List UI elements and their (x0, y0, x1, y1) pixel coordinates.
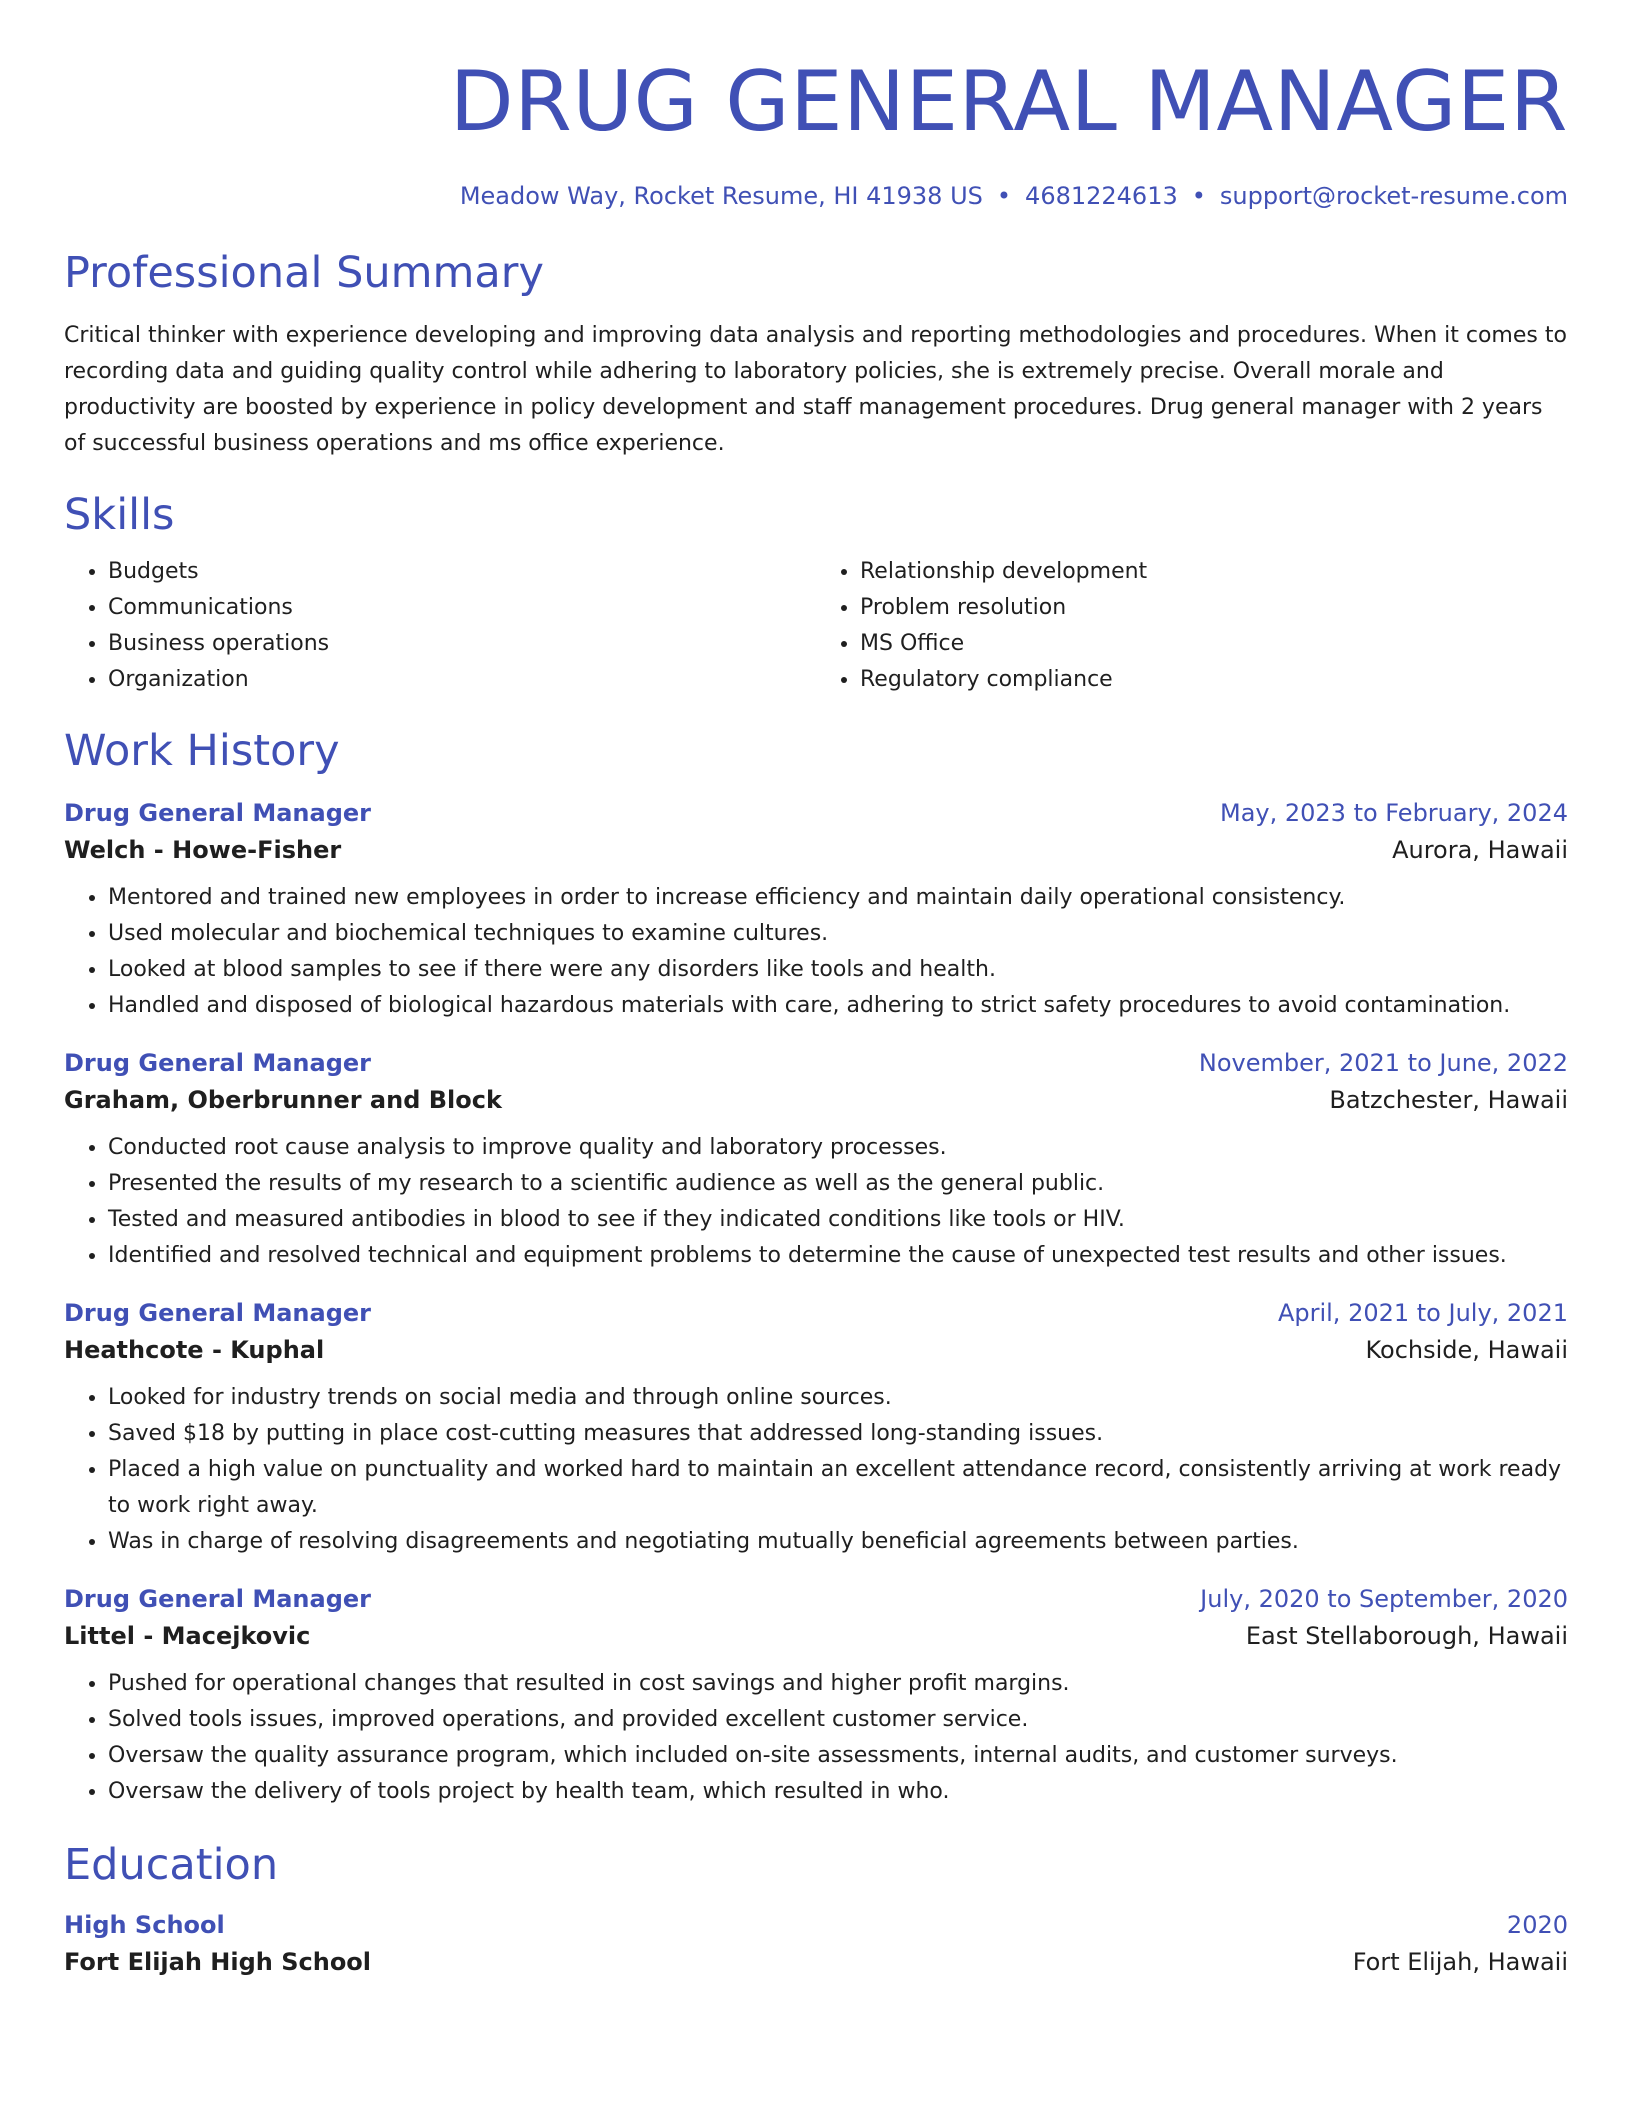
skills-grid (64, 554, 1568, 698)
job-bullet: • Used molecular and biochemical techniques to examine cultures. (108, 916, 1568, 952)
education-year: 2020 (1506, 1911, 1568, 1939)
job-bullet: • Solved tools issues, improved operations, and provided excellent customer service. (108, 1702, 1568, 1738)
skill-item: • Regulatory compliance (860, 662, 1568, 698)
job-bullets (64, 1666, 1568, 1810)
job-dates: November, 2021 to June, 2022 (1198, 1049, 1568, 1077)
job-bullet: • Presented the results of my research to a scientific audience as well as the general public. (108, 1166, 1568, 1202)
candidate-name: DRUG GENERAL MANAGER (449, 53, 1568, 150)
education-entry (64, 1908, 1568, 1982)
skill-item: • Organization (108, 662, 816, 698)
skill-item: • MS Office (860, 626, 1568, 662)
job-dates: May, 2023 to February, 2024 (1220, 799, 1568, 827)
job-entry (64, 1582, 1568, 1810)
job-bullet: • Looked at blood samples to see if there were any disorders like tools and health. (108, 952, 1568, 988)
skill-item: • Problem resolution (860, 590, 1568, 626)
job-location: Aurora, Hawaii (1392, 836, 1568, 864)
job-bullet: • Looked for industry trends on social media and through online sources. (108, 1380, 1568, 1416)
job-bullet: • Saved $18 by putting in place cost-cutting measures that addressed long-standing issues. (108, 1416, 1568, 1452)
education-school: Fort Elijah High School (64, 1948, 372, 1976)
section-title-summary: Professional Summary (64, 248, 544, 298)
skill-item: • Business operations (108, 626, 816, 662)
job-dates: July, 2020 to September, 2020 (1200, 1585, 1568, 1613)
work-history-section (64, 724, 1568, 1810)
skills-column-left (64, 554, 816, 698)
section-title-skills: Skills (64, 490, 175, 540)
job-company: Graham, Oberbrunner and Block (64, 1086, 502, 1114)
education-location: Fort Elijah, Hawaii (1352, 1948, 1568, 1976)
summary-text: Critical thinker with experience developing and improving data analysis and reporting methodologies and procedures. When it comes to recording data and guiding quality control while adhering to laboratory policies, she is extremely precise. Overall morale and productivity are boosted by experience in policy development and staff management procedures. Drug general manager with 2 years of successful business operations and ms office experience. (64, 323, 1567, 456)
job-bullet: • Conducted root cause analysis to improve quality and laboratory processes. (108, 1130, 1568, 1166)
job-bullets (64, 1130, 1568, 1274)
job-company: Littel - Macejkovic (64, 1622, 311, 1650)
professional-summary-section (64, 246, 1568, 462)
job-bullet: • Placed a high value on punctuality and worked hard to maintain an excellent attendance record, consistently arriving at work ready to work right away. (108, 1452, 1568, 1524)
job-bullet: • Identified and resolved technical and equipment problems to determine the cause of unexpected test results and other issues. (108, 1238, 1568, 1274)
job-location: Kochside, Hawaii (1365, 1336, 1568, 1364)
education-school-row (64, 1942, 1568, 1982)
contact-email[interactable]: support@rocket-resume.com (1219, 182, 1568, 210)
skills-section (64, 488, 1568, 698)
job-header-row (64, 1046, 1568, 1080)
job-company: Heathcote - Kuphal (64, 1336, 325, 1364)
job-bullet: • Tested and measured antibodies in blood to see if they indicated conditions like tools or HIV. (108, 1202, 1568, 1238)
job-location: Batzchester, Hawaii (1329, 1086, 1568, 1114)
job-bullet: • Oversaw the quality assurance program, which included on-site assessments, internal audits, and customer surveys. (108, 1738, 1568, 1774)
education-section (64, 1838, 1568, 1982)
job-bullet: • Oversaw the delivery of tools project by health team, which resulted in who. (108, 1774, 1568, 1810)
job-bullet: • Mentored and trained new employees in order to increase efficiency and maintain daily operational consistency. (108, 880, 1568, 916)
job-company: Welch - Howe-Fisher (64, 836, 342, 864)
job-company-row (64, 1330, 1568, 1370)
contact-address: Meadow Way, Rocket Resume, HI 41938 US (459, 182, 983, 210)
job-title: Drug General Manager (64, 1299, 371, 1327)
skills-column-right (816, 554, 1568, 698)
job-entry (64, 1296, 1568, 1560)
skill-item: • Communications (108, 590, 816, 626)
job-company-row (64, 1616, 1568, 1656)
job-company-row (64, 1080, 1568, 1120)
job-bullets (64, 880, 1568, 1024)
job-bullet: • Pushed for operational changes that resulted in cost savings and higher profit margins. (108, 1666, 1568, 1702)
job-header-row (64, 796, 1568, 830)
contact-phone: 4681224613 (1025, 182, 1178, 210)
job-bullet: • Was in charge of resolving disagreements and negotiating mutually beneficial agreements between parties. (108, 1524, 1568, 1560)
resume-header (64, 0, 1568, 212)
job-bullets (64, 1380, 1568, 1560)
job-header-row (64, 1582, 1568, 1616)
job-bullet: • Handled and disposed of biological hazardous materials with care, adhering to strict safety procedures to avoid contamination. (108, 988, 1568, 1024)
contact-separator: • (996, 182, 1012, 210)
job-title: Drug General Manager (64, 799, 371, 827)
job-header-row (64, 1296, 1568, 1330)
contact-line (64, 180, 1568, 212)
job-dates: April, 2021 to July, 2021 (1277, 1299, 1568, 1327)
contact-separator: • (1191, 182, 1206, 210)
job-entry (64, 1046, 1568, 1274)
job-entry (64, 796, 1568, 1024)
section-title-work: Work History (64, 726, 340, 776)
job-title: Drug General Manager (64, 1585, 371, 1613)
education-header-row (64, 1908, 1568, 1942)
skill-item: • Budgets (108, 554, 816, 590)
skill-item: • Relationship development (860, 554, 1568, 590)
job-company-row (64, 830, 1568, 870)
section-title-education: Education (64, 1840, 279, 1890)
job-location: East Stellaborough, Hawaii (1245, 1622, 1568, 1650)
job-title: Drug General Manager (64, 1049, 371, 1077)
education-degree: High School (64, 1911, 225, 1939)
